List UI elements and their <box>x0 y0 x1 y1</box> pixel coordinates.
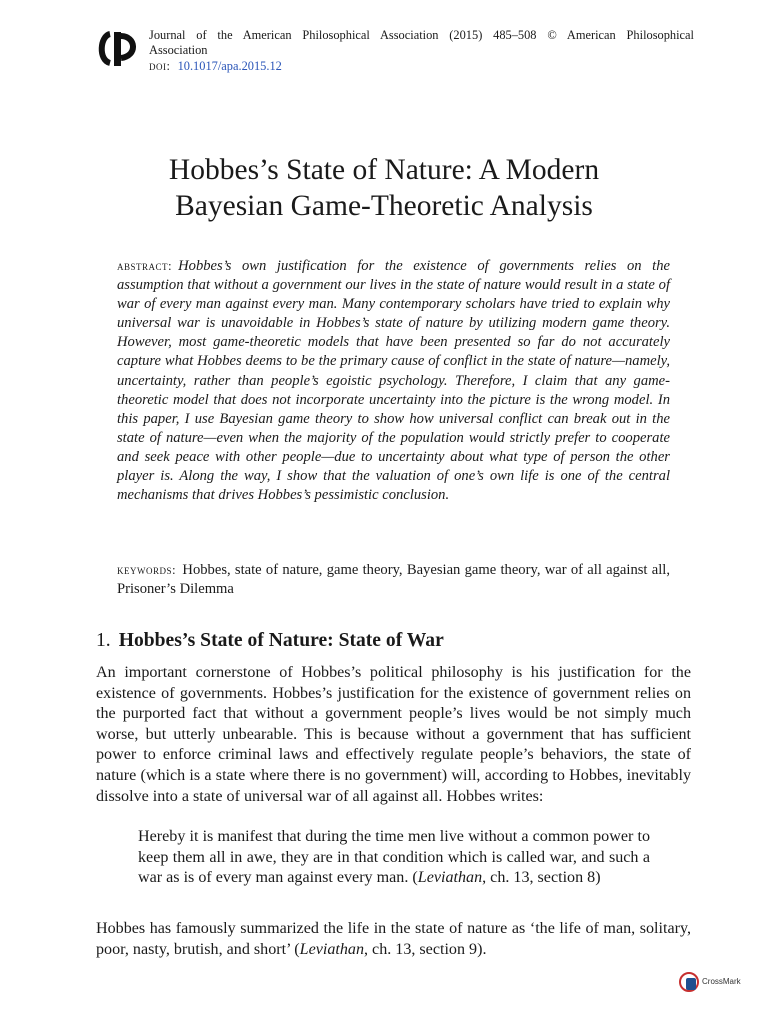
abstract-label: abstract: <box>117 258 173 273</box>
journal-citation <box>149 28 694 57</box>
quote-citation-title: Leviathan <box>417 869 483 887</box>
publisher-logo-icon <box>96 30 142 66</box>
paragraph2-citation-title: Leviathan <box>299 940 364 958</box>
doi-link[interactable]: 10.1017/apa.2015.12 <box>177 59 282 73</box>
section-heading <box>96 630 696 652</box>
crossmark-label: CrossMark <box>702 977 741 986</box>
journal-header <box>96 28 696 78</box>
paragraph2-citation-tail: , ch. 13, section 9). <box>364 940 487 958</box>
body-paragraph-2 <box>96 919 691 960</box>
paragraph2-text: Hobbes has famously summarized the life in the state of nature as ‘the life of man, solitary, poor, nasty, brutish, and short’ ( <box>96 920 691 958</box>
paper-title <box>60 152 708 224</box>
quote-text: Hereby it is manifest that during the time men live without a common power to keep them all in awe, they are in that condition which is called war, and such a war as is of every man against every man. ( <box>138 828 650 887</box>
block-quote <box>138 827 650 889</box>
doi-label: doi: <box>149 59 171 73</box>
section-title: Hobbes’s State of Nature: State of War <box>118 630 444 651</box>
crossmark-icon <box>679 972 699 992</box>
section-number: 1. <box>96 630 111 651</box>
crossmark-badge[interactable] <box>679 972 749 996</box>
body-paragraph-1: An important cornerstone of Hobbes’s political philosophy is his justification for the existence of governments. Hobbes’s justification for the existence of government relies on the purported fact that without a government people’s lives would be not simply much worse, but utterly unbearable. This is because without a government that has sufficient power to enforce criminal laws and effectively regulate people’s behaviors, the state of nature (which is a state where there is no government) will, according to Hobbes, inevitably dissolve into a state of universal war of all against all. Hobbes writes: <box>96 664 691 805</box>
journal-citation-line2: Association <box>149 42 208 57</box>
paper-title-line2: Bayesian Game-Theoretic Analysis <box>175 190 593 222</box>
paper-title-line1: Hobbes’s State of Nature: A Modern <box>168 154 600 186</box>
abstract-text: Hobbes’s own justification for the existence of governments relies on the assumption that without a government our lives in the state of nature would result in a state of war of every man against every man. Many contemporary scholars have tried to explain why universal war is unavoidable in Hobbes’s state of nature by utilizing modern game theory. However, most game-theoretic models that have been presented so far do not accurately capture what Hobbes deems to be the primary cause of conflict in the state of nature—namely, uncertainty, rather than people’s egoistic psychology. Therefore, I claim that any game-theoretic model that does not incorporate uncertainty into the picture is the wrong model. In this paper, I use Bayesian game theory to show how universal conflict can break out in the state of nature—even when the majority of the population would strictly prefer to cooperate and seek peace with other people—due to uncertainty about what type of person the other player is. Along the way, I show that the valuation of one’s own life is one of the central mechanisms that drives Hobbes’s pessimistic conclusion. <box>117 258 670 504</box>
doi <box>149 59 282 74</box>
quote-citation-tail: , ch. 13, section 8) <box>482 869 601 887</box>
keywords-text: Hobbes, state of nature, game theory, Bayesian game theory, war of all against all, Prisoner’s Dilemma <box>117 562 670 598</box>
keywords <box>117 560 670 599</box>
abstract <box>117 256 670 505</box>
keywords-label: keywords: <box>117 562 177 577</box>
journal-citation-line1: Journal of the American Philosophical Association (2015) 485–508 © American Philosophical <box>149 28 694 42</box>
